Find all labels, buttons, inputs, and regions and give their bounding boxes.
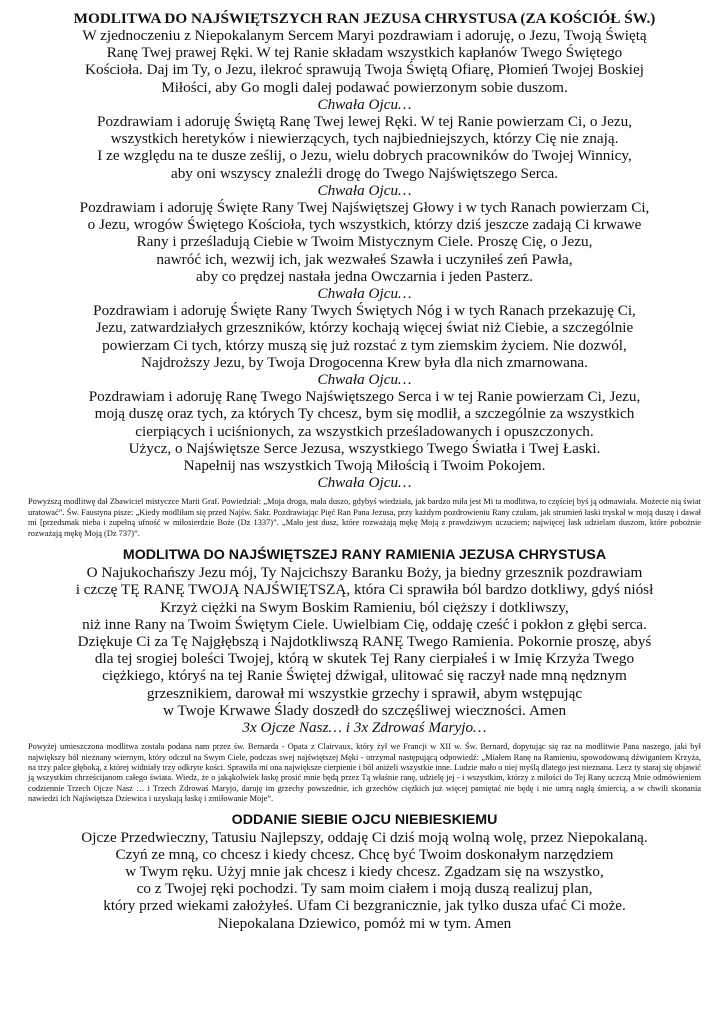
gloria-line: Chwała Ojcu… bbox=[317, 474, 412, 492]
prayer-line: dla tej srogiej boleści Twojej, którą w skutek Tej Rany cierpiałeś i w Imię Krzyża Twego bbox=[94, 650, 635, 668]
prayer-stanza bbox=[28, 27, 701, 113]
prayer-line: niż inne Rany na Twoim Świętym Ciele. Uwielbiam Cię, oddaję cześć i pokłon z głębi serca. bbox=[82, 615, 647, 633]
prayer-line: Pozdrawiam i adoruję Święte Rany Twych Świętych Nóg i w tych Ranach przekazuję Ci, bbox=[93, 302, 636, 320]
prayer-line: wszystkich heretyków i niewierzących, tych najbiedniejszych, którzy Cię nie znają. bbox=[110, 130, 619, 148]
prayer-line: w Twym ręku. Użyj mnie jak chcesz i kiedy chcesz. Zgadzam się na wszystko, bbox=[125, 862, 604, 880]
prayer-line: w Twoje Krwawe Ślady doszedł do szczęśliwej wieczności. Amen bbox=[162, 701, 567, 719]
gloria-line: Chwała Ojcu… bbox=[317, 95, 412, 113]
prayer-line: Najdroższy Jezu, by Twoja Drogocenna Krew była dla nich zmarnowana. bbox=[141, 353, 588, 371]
section-self-offering bbox=[28, 812, 701, 932]
prayer-line: Napełnij nas wszystkich Twoją Miłością i Twoim Pokojem. bbox=[183, 457, 546, 475]
prayer-line: Kościoła. Daj im Ty, o Jezu, ilekroć sprawują Twoja Świętą Ofiarę, Płomień Twojej Boskiej bbox=[85, 61, 644, 79]
section-shoulder-wound-prayer bbox=[28, 547, 701, 804]
prayer-line: Czyń ze mną, co chcesz i kiedy chcesz. Chcę być Twoim doskonałym narzędziem bbox=[115, 845, 614, 863]
prayer-line: Pozdrawiam i adoruję Święte Rany Twej Najświętszej Głowy i w tych Ranach powierzam Ci, bbox=[79, 199, 650, 217]
prayer-line: Pozdrawiam i adoruję Świętą Ranę Twej lewej Ręki. W tej Ranie powierzam Ci, o Jezu, bbox=[97, 113, 632, 131]
prayer-line: Użycz, o Najświętsze Serce Jezusa, wszystkiego Twego Światła i Twej Łaski. bbox=[128, 439, 601, 457]
section-title: ODDANIE SIEBIE OJCU NIEBIESKIEMU bbox=[231, 811, 498, 828]
section-wounds-prayer bbox=[28, 10, 701, 539]
prayer-line: który przed wiekami założyłeś. Ufam Ci bezgranicznie, jak tylko dusza ufać Ci może. bbox=[103, 897, 626, 915]
prayer-line: co z Twojej ręki pochodzi. Ty sam moim ciałem i moją duszą realizuj plan, bbox=[136, 880, 593, 898]
gloria-line: Chwała Ojcu… bbox=[317, 181, 412, 199]
prayer-stanza bbox=[28, 388, 701, 491]
prayer-line: Niepokalana Dziewico, pomóż mi w tym. Amen bbox=[217, 914, 512, 932]
prayer-line: aby co prędzej nastała jedna Owczarnia i jeden Pasterz. bbox=[196, 267, 533, 285]
prayer-body bbox=[28, 829, 701, 932]
prayer-line: Jezu, zatwardziałych grzeszników, którzy kochają więcej świat niż Ciebie, a szczególnie bbox=[95, 319, 634, 337]
gloria-line: Chwała Ojcu… bbox=[317, 371, 412, 389]
prayer-line: W zjednoczeniu z Niepokalanym Sercem Maryi pozdrawiam i adoruję, o Jezu, Twoją Świętą bbox=[82, 27, 647, 44]
section-title: MODLITWA DO NAJŚWIĘTSZEJ RANY RAMIENIA JEZUSA CHRYSTUSA bbox=[122, 547, 607, 564]
prayer-line: powierzam Ci tych, którzy muszą się już rozstać z tym ziemskim życiem. Nie dozwól, bbox=[102, 336, 627, 354]
prayer-line: Rany i prześladują Ciebie w Twoim Mistycznym Ciele. Proszę Cię, o Jezu, bbox=[136, 233, 593, 251]
prayer-line: moją duszę oraz tych, za których Ty chcesz, bym się modlił, a szczególnie za wszystkich bbox=[94, 405, 635, 423]
section-title: MODLITWA DO NAJŚWIĘTSZYCH RAN JEZUSA CHRYSTUSA (ZA KOŚCIÓŁ ŚW.) bbox=[73, 10, 656, 27]
prayer-line: ciężkiego, któryś na tej Ranie Świętej dźwigał, ulitować się raczył nade mną nędznym bbox=[102, 667, 627, 685]
prayer-line: aby oni wszyscy znaleźli drogę do Twego Najświętszego Serca. bbox=[170, 164, 559, 182]
prayer-line: Ranę Twej prawej Ręki. W tej Ranie składam wszystkich kapłanów Twego Świętego bbox=[106, 44, 623, 62]
prayer-stanza bbox=[28, 113, 701, 199]
prayer-line: i czczę TĘ RANĘ TWOJĄ NAJŚWIĘTSZĄ, która Ci sprawiła ból bardzo dotkliwy, gdyś niósł bbox=[75, 581, 654, 599]
prayer-line: Ojcze Przedwieczny, Tatusiu Najlepszy, oddaję Ci dziś moją wolną wolę, przez Niepokalaną. bbox=[81, 828, 648, 846]
prayer-stanza bbox=[28, 199, 701, 302]
footnote: Powyżej umieszczona modlitwa została podana nam przez św. Bernarda - Opata z Clairvaux, który żył we Francji w XII w. Św. Bernard, dopytując się raz na modlitwie Pana naszego, jaki był największy ból nieznany wiernym, który odczuł na Swym Ciele, podczas swej najświętszej Męki - otrzymał następującą odpowiedź: „Miałem Ranę na Ramieniu, spowodowaną dźwiganiem Krzyża, na trzy palce głęboką, z której widniały trzy odkryte kości. Sprawiła mi ona największe cierpienie i ból aniżeli wszystkie inne. Ludzie mało o niej myślą dlatego jest nieznana. Lecz ty staraj się objawić ją wszystkim chrześcijanom całego świata. Wiedz, że o jakąkolwiek łaskę prosić mnie będą przez Tą właśnie ranę, udzielę jej - i wszystkim, którzy z miłości do Tej Rany uczczą Mnie odmówieniem codziennie Trzech Ojcze Nasz … i Trzech Zdrowaś Maryjo, daruję im grzechy powszednie, ich grzechów ciężkich już więcej pamiętać nie będę i nie umrą nagłą śmiercią, a w chwili skonania nawiedzi ich Najświętsza Dziewica i uzyskają łaskę i zmiłowanie Moje”. bbox=[28, 742, 701, 804]
prayer-line: Pozdrawiam i adoruję Ranę Twego Najświętszego Serca i w tej Ranie powierzam Ci, Jezu, bbox=[88, 388, 641, 406]
prayer-line: grzesznikiem, darował mi wszystkie grzechy i sprawił, abym wstępując bbox=[146, 684, 583, 702]
prayer-body bbox=[28, 564, 701, 719]
prayer-line: cierpiących i uciśnionych, za wszystkich prześladowanych i opuszczonych. bbox=[135, 422, 594, 440]
prayer-line: o Jezu, wrogów Świętego Kościoła, tych wszystkich, którzy dziś jeszcze zadają Ci krwawe bbox=[87, 216, 642, 234]
prayer-line: I ze względu na te dusze ześlij, o Jezu, wielu dobrych pracowników do Twojej Winnicy, bbox=[97, 147, 632, 165]
footnote: Powyższą modlitwę dał Zbawiciel mistyczce Marii Graf. Powiedział: „Moja droga, mała duszo, gdybyś wiedziała, jak bardzo miła jest Mi ta modlitwa, to częściej byś ją odmawiała. Możecie nią świat uratować”. Św. Faustyna pisze: „Kiedy modliłam się przed Najśw. Sakr. Pozdrawiając Pięć Ran Pana Jezusa, przy każdym pozdrowieniu Rany czułam, jak strumień łaski tryskał w moją duszę i dawał mi [przedsmak nieba i zupełną ufność w miłosierdzie Boże (Dz 1337)”. „Mało jest dusz, które rozważają mękę Moją z prawdziwym uczuciem; najwięcej łask udzielam duszom, które pobożnie rozważają mękę Moją (Dz 737)”. bbox=[28, 497, 701, 538]
prayer-line: Miłości, aby Go mogli dalej podawać powierzonym sobie duszom. bbox=[161, 78, 568, 96]
gloria-line: Chwała Ojcu… bbox=[317, 285, 412, 303]
prayer-line: Dziękuje Ci za Tę Najgłębszą i Najdotkliwszą RANĘ Twego Ramienia. Pokornie proszę, abyś bbox=[77, 632, 652, 650]
prayer-line: O Najukochańszy Jezu mój, Ty Najcichszy Baranku Boży, ja biedny grzesznik pozdrawiam bbox=[86, 564, 643, 582]
prayer-line: Krzyż ciężki na Swym Boskim Ramieniu, ból cięższy i dotkliwszy, bbox=[160, 598, 569, 616]
closing-line: 3x Ojcze Nasz… i 3x Zdrowaś Maryjo… bbox=[242, 718, 487, 736]
prayer-stanza bbox=[28, 302, 701, 388]
prayer-body bbox=[28, 27, 701, 491]
prayer-line: nawróć ich, wezwij ich, jak wezwałeś Szawła i uczyniłeś zeń Pawła, bbox=[156, 250, 573, 268]
